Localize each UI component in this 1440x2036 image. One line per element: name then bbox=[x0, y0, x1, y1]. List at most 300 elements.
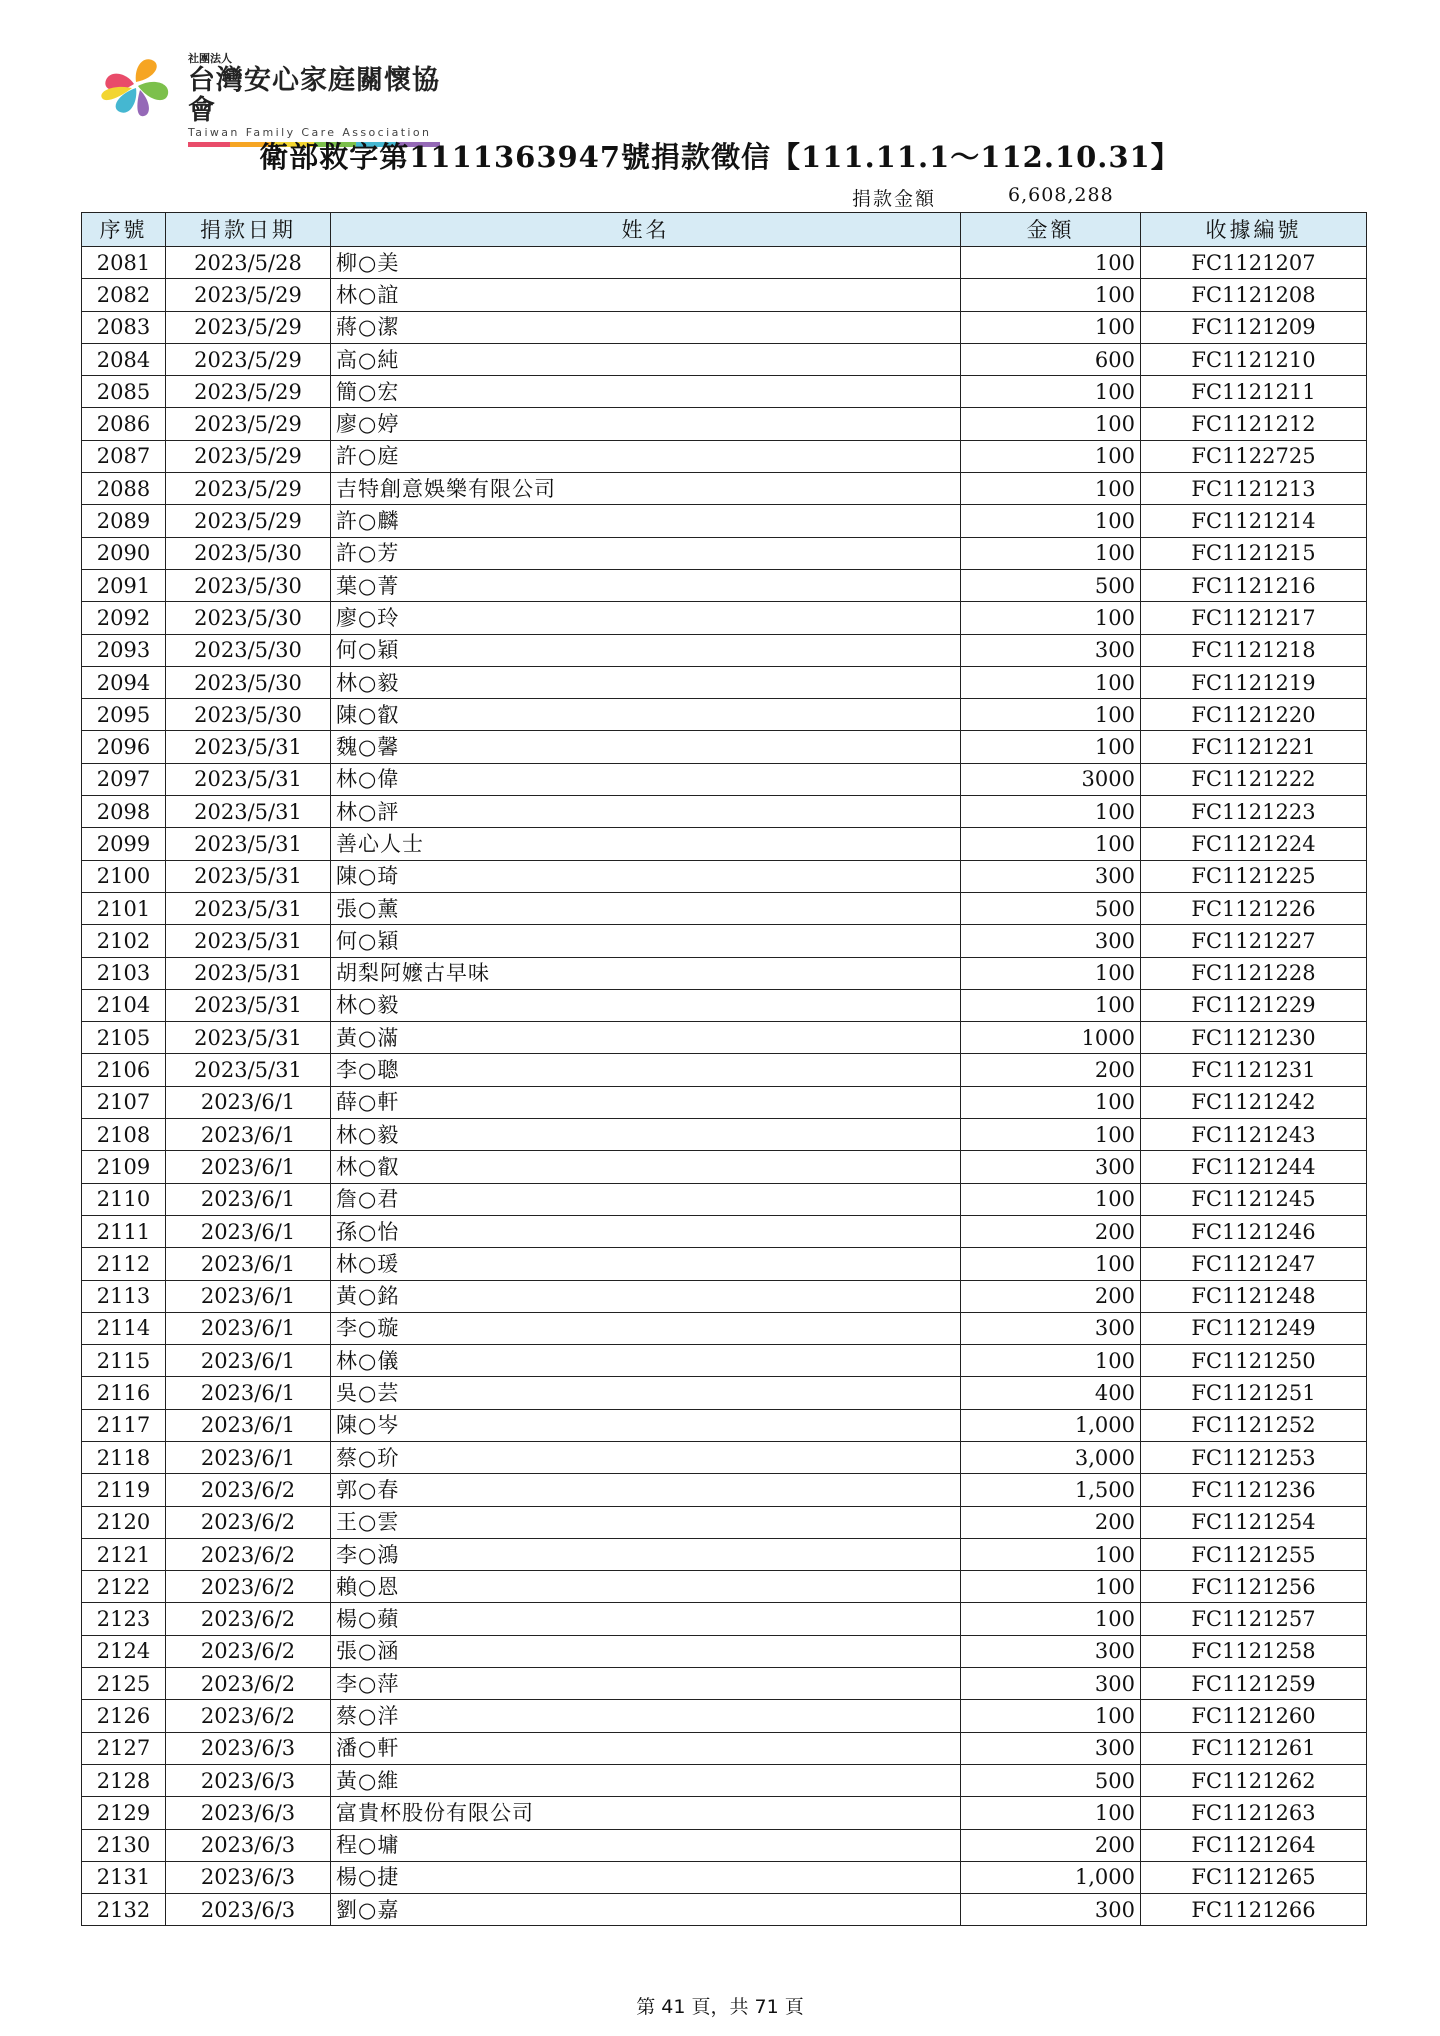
cell-date: 2023/6/1 bbox=[166, 1151, 331, 1183]
table-row bbox=[82, 860, 1367, 892]
cell-amount: 100 bbox=[961, 505, 1141, 537]
table-row bbox=[82, 1345, 1367, 1377]
cell-receipt-no: FC1121254 bbox=[1141, 1506, 1367, 1538]
table-row bbox=[82, 343, 1367, 375]
cell-serial-no: 2120 bbox=[82, 1506, 166, 1538]
cell-receipt-no: FC1121217 bbox=[1141, 602, 1367, 634]
cell-name: 許○芳 bbox=[331, 537, 961, 569]
cell-amount: 100 bbox=[961, 247, 1141, 279]
cell-receipt-no: FC1121258 bbox=[1141, 1635, 1367, 1667]
cell-name: 葉○菁 bbox=[331, 569, 961, 601]
cell-name: 富貴杯股份有限公司 bbox=[331, 1797, 961, 1829]
header-amount: 金額 bbox=[961, 213, 1141, 247]
cell-name: 劉○嘉 bbox=[331, 1894, 961, 1926]
cell-amount: 100 bbox=[961, 311, 1141, 343]
cell-amount: 300 bbox=[961, 1732, 1141, 1764]
cell-serial-no: 2108 bbox=[82, 1119, 166, 1151]
cell-amount: 200 bbox=[961, 1506, 1141, 1538]
cell-amount: 200 bbox=[961, 1280, 1141, 1312]
cell-receipt-no: FC1121230 bbox=[1141, 1022, 1367, 1054]
cell-receipt-no: FC1121209 bbox=[1141, 311, 1367, 343]
cell-name: 潘○軒 bbox=[331, 1732, 961, 1764]
cell-name: 何○穎 bbox=[331, 925, 961, 957]
cell-serial-no: 2091 bbox=[82, 569, 166, 601]
table-row bbox=[82, 699, 1367, 731]
cell-name: 林○偉 bbox=[331, 763, 961, 795]
cell-serial-no: 2097 bbox=[82, 763, 166, 795]
cell-name: 許○麟 bbox=[331, 505, 961, 537]
table-row bbox=[82, 1764, 1367, 1796]
cell-date: 2023/5/31 bbox=[166, 731, 331, 763]
cell-receipt-no: FC1121262 bbox=[1141, 1764, 1367, 1796]
cell-receipt-no: FC1121236 bbox=[1141, 1474, 1367, 1506]
cell-amount: 1000 bbox=[961, 1022, 1141, 1054]
cell-receipt-no: FC1121223 bbox=[1141, 796, 1367, 828]
cell-receipt-no: FC1121220 bbox=[1141, 699, 1367, 731]
table-row bbox=[82, 279, 1367, 311]
table-row bbox=[82, 1571, 1367, 1603]
cell-serial-no: 2093 bbox=[82, 634, 166, 666]
cell-amount: 300 bbox=[961, 1151, 1141, 1183]
cell-amount: 100 bbox=[961, 796, 1141, 828]
cell-receipt-no: FC1121216 bbox=[1141, 569, 1367, 601]
table-row bbox=[82, 311, 1367, 343]
cell-date: 2023/6/1 bbox=[166, 1248, 331, 1280]
table-row bbox=[82, 602, 1367, 634]
cell-receipt-no: FC1121207 bbox=[1141, 247, 1367, 279]
cell-name: 林○評 bbox=[331, 796, 961, 828]
cell-amount: 100 bbox=[961, 699, 1141, 731]
cell-amount: 500 bbox=[961, 1764, 1141, 1796]
cell-receipt-no: FC1121244 bbox=[1141, 1151, 1367, 1183]
cell-receipt-no: FC1122725 bbox=[1141, 440, 1367, 472]
cell-name: 林○叡 bbox=[331, 1151, 961, 1183]
table-row bbox=[82, 408, 1367, 440]
table-row bbox=[82, 731, 1367, 763]
cell-receipt-no: FC1121247 bbox=[1141, 1248, 1367, 1280]
cell-receipt-no: FC1121222 bbox=[1141, 763, 1367, 795]
table-row bbox=[82, 989, 1367, 1021]
cell-amount: 100 bbox=[961, 1345, 1141, 1377]
cell-receipt-no: FC1121260 bbox=[1141, 1700, 1367, 1732]
table-row bbox=[82, 763, 1367, 795]
cell-date: 2023/6/1 bbox=[166, 1345, 331, 1377]
cell-amount: 300 bbox=[961, 1894, 1141, 1926]
cell-name: 詹○君 bbox=[331, 1183, 961, 1215]
cell-amount: 1,000 bbox=[961, 1409, 1141, 1441]
cell-name: 胡梨阿嬤古早味 bbox=[331, 957, 961, 989]
cell-amount: 200 bbox=[961, 1215, 1141, 1247]
cell-amount: 100 bbox=[961, 1797, 1141, 1829]
cell-serial-no: 2111 bbox=[82, 1215, 166, 1247]
cell-date: 2023/5/31 bbox=[166, 763, 331, 795]
cell-date: 2023/6/1 bbox=[166, 1409, 331, 1441]
cell-amount: 100 bbox=[961, 279, 1141, 311]
cell-serial-no: 2116 bbox=[82, 1377, 166, 1409]
cell-receipt-no: FC1121213 bbox=[1141, 473, 1367, 505]
cell-name: 高○純 bbox=[331, 343, 961, 375]
cell-serial-no: 2110 bbox=[82, 1183, 166, 1215]
cell-receipt-no: FC1121231 bbox=[1141, 1054, 1367, 1086]
cell-date: 2023/5/28 bbox=[166, 247, 331, 279]
table-row bbox=[82, 925, 1367, 957]
cell-name: 許○庭 bbox=[331, 440, 961, 472]
cell-date: 2023/6/3 bbox=[166, 1797, 331, 1829]
cell-name: 賴○恩 bbox=[331, 1571, 961, 1603]
cell-serial-no: 2098 bbox=[82, 796, 166, 828]
table-row bbox=[82, 1377, 1367, 1409]
cell-receipt-no: FC1121218 bbox=[1141, 634, 1367, 666]
table-row bbox=[82, 666, 1367, 698]
cell-serial-no: 2107 bbox=[82, 1086, 166, 1118]
cell-amount: 100 bbox=[961, 828, 1141, 860]
cell-date: 2023/5/29 bbox=[166, 408, 331, 440]
cell-date: 2023/5/29 bbox=[166, 279, 331, 311]
cell-name: 蔡○玠 bbox=[331, 1441, 961, 1473]
cell-serial-no: 2089 bbox=[82, 505, 166, 537]
cell-name: 簡○宏 bbox=[331, 376, 961, 408]
cell-name: 吳○芸 bbox=[331, 1377, 961, 1409]
cell-date: 2023/5/31 bbox=[166, 989, 331, 1021]
cell-receipt-no: FC1121227 bbox=[1141, 925, 1367, 957]
cell-receipt-no: FC1121248 bbox=[1141, 1280, 1367, 1312]
table-row bbox=[82, 1183, 1367, 1215]
cell-amount: 600 bbox=[961, 343, 1141, 375]
cell-date: 2023/5/31 bbox=[166, 1022, 331, 1054]
cell-receipt-no: FC1121252 bbox=[1141, 1409, 1367, 1441]
cell-amount: 100 bbox=[961, 1571, 1141, 1603]
cell-receipt-no: FC1121253 bbox=[1141, 1441, 1367, 1473]
table-row bbox=[82, 569, 1367, 601]
cell-date: 2023/5/31 bbox=[166, 828, 331, 860]
cell-date: 2023/5/29 bbox=[166, 376, 331, 408]
cell-date: 2023/5/30 bbox=[166, 634, 331, 666]
cell-serial-no: 2088 bbox=[82, 473, 166, 505]
table-row bbox=[82, 1054, 1367, 1086]
cell-date: 2023/6/2 bbox=[166, 1538, 331, 1570]
cell-name: 廖○婷 bbox=[331, 408, 961, 440]
cell-name: 魏○馨 bbox=[331, 731, 961, 763]
cell-serial-no: 2132 bbox=[82, 1894, 166, 1926]
page-number: 第 41 頁，共 71 頁 bbox=[636, 1996, 804, 2018]
cell-name: 廖○玲 bbox=[331, 602, 961, 634]
logo-org-name: 台灣安心家庭關懷協會 bbox=[188, 65, 440, 126]
cell-name: 蔡○洋 bbox=[331, 1700, 961, 1732]
cell-amount: 500 bbox=[961, 892, 1141, 924]
cell-serial-no: 2127 bbox=[82, 1732, 166, 1764]
cell-serial-no: 2086 bbox=[82, 408, 166, 440]
cell-serial-no: 2129 bbox=[82, 1797, 166, 1829]
table-row bbox=[82, 1441, 1367, 1473]
cell-amount: 100 bbox=[961, 408, 1141, 440]
cell-date: 2023/5/31 bbox=[166, 796, 331, 828]
cell-date: 2023/6/1 bbox=[166, 1086, 331, 1118]
cell-name: 李○璇 bbox=[331, 1312, 961, 1344]
cell-serial-no: 2126 bbox=[82, 1700, 166, 1732]
cell-receipt-no: FC1121215 bbox=[1141, 537, 1367, 569]
cell-name: 林○儀 bbox=[331, 1345, 961, 1377]
cell-amount: 300 bbox=[961, 1668, 1141, 1700]
table-row bbox=[82, 1022, 1367, 1054]
cell-amount: 100 bbox=[961, 957, 1141, 989]
cell-name: 善心人士 bbox=[331, 828, 961, 860]
cell-name: 林○瑗 bbox=[331, 1248, 961, 1280]
cell-serial-no: 2083 bbox=[82, 311, 166, 343]
table-row bbox=[82, 1538, 1367, 1570]
table-row bbox=[82, 1119, 1367, 1151]
cell-amount: 300 bbox=[961, 1635, 1141, 1667]
table-row bbox=[82, 1829, 1367, 1861]
table-row bbox=[82, 1894, 1367, 1926]
table-row bbox=[82, 957, 1367, 989]
cell-receipt-no: FC1121251 bbox=[1141, 1377, 1367, 1409]
donation-table bbox=[81, 212, 1367, 1926]
table-row bbox=[82, 634, 1367, 666]
cell-receipt-no: FC1121261 bbox=[1141, 1732, 1367, 1764]
cell-serial-no: 2119 bbox=[82, 1474, 166, 1506]
cell-name: 黃○滿 bbox=[331, 1022, 961, 1054]
header-receipt-no: 收據編號 bbox=[1141, 213, 1367, 247]
cell-amount: 300 bbox=[961, 634, 1141, 666]
cell-receipt-no: FC1121266 bbox=[1141, 1894, 1367, 1926]
cell-amount: 500 bbox=[961, 569, 1141, 601]
cell-date: 2023/6/1 bbox=[166, 1119, 331, 1151]
cell-name: 林○誼 bbox=[331, 279, 961, 311]
table-row bbox=[82, 1668, 1367, 1700]
cell-serial-no: 2112 bbox=[82, 1248, 166, 1280]
cell-date: 2023/5/29 bbox=[166, 311, 331, 343]
table-row bbox=[82, 1506, 1367, 1538]
cell-serial-no: 2085 bbox=[82, 376, 166, 408]
cell-amount: 100 bbox=[961, 1538, 1141, 1570]
logo-english-name: Taiwan Family Care Association bbox=[188, 126, 432, 139]
cell-amount: 300 bbox=[961, 860, 1141, 892]
cell-name: 陳○岑 bbox=[331, 1409, 961, 1441]
cell-receipt-no: FC1121265 bbox=[1141, 1861, 1367, 1893]
cell-name: 何○穎 bbox=[331, 634, 961, 666]
cell-amount: 100 bbox=[961, 473, 1141, 505]
cell-name: 蔣○潔 bbox=[331, 311, 961, 343]
cell-name: 李○萍 bbox=[331, 1668, 961, 1700]
cell-name: 楊○捷 bbox=[331, 1861, 961, 1893]
cell-amount: 3,000 bbox=[961, 1441, 1141, 1473]
table-row bbox=[82, 1312, 1367, 1344]
cell-date: 2023/6/2 bbox=[166, 1700, 331, 1732]
cell-date: 2023/6/2 bbox=[166, 1506, 331, 1538]
cell-date: 2023/5/30 bbox=[166, 602, 331, 634]
cell-date: 2023/5/31 bbox=[166, 860, 331, 892]
cell-serial-no: 2113 bbox=[82, 1280, 166, 1312]
cell-receipt-no: FC1121250 bbox=[1141, 1345, 1367, 1377]
cell-serial-no: 2122 bbox=[82, 1571, 166, 1603]
cell-serial-no: 2131 bbox=[82, 1861, 166, 1893]
cell-receipt-no: FC1121243 bbox=[1141, 1119, 1367, 1151]
total-value: 6,608,288 bbox=[1008, 184, 1114, 206]
cell-serial-no: 2095 bbox=[82, 699, 166, 731]
cell-receipt-no: FC1121214 bbox=[1141, 505, 1367, 537]
cell-receipt-no: FC1121264 bbox=[1141, 1829, 1367, 1861]
cell-name: 孫○怡 bbox=[331, 1215, 961, 1247]
cell-amount: 200 bbox=[961, 1054, 1141, 1086]
cell-amount: 100 bbox=[961, 602, 1141, 634]
cell-serial-no: 2101 bbox=[82, 892, 166, 924]
cell-amount: 100 bbox=[961, 1603, 1141, 1635]
cell-receipt-no: FC1121219 bbox=[1141, 666, 1367, 698]
table-row bbox=[82, 1151, 1367, 1183]
cell-amount: 100 bbox=[961, 666, 1141, 698]
cell-receipt-no: FC1121229 bbox=[1141, 989, 1367, 1021]
cell-receipt-no: FC1121225 bbox=[1141, 860, 1367, 892]
cell-receipt-no: FC1121257 bbox=[1141, 1603, 1367, 1635]
cell-date: 2023/5/29 bbox=[166, 440, 331, 472]
table-row bbox=[82, 1797, 1367, 1829]
cell-amount: 100 bbox=[961, 731, 1141, 763]
cell-serial-no: 2081 bbox=[82, 247, 166, 279]
cell-receipt-no: FC1121242 bbox=[1141, 1086, 1367, 1118]
cell-date: 2023/6/1 bbox=[166, 1441, 331, 1473]
table-body bbox=[82, 247, 1367, 1926]
cell-amount: 100 bbox=[961, 1700, 1141, 1732]
cell-date: 2023/6/3 bbox=[166, 1764, 331, 1796]
cell-serial-no: 2100 bbox=[82, 860, 166, 892]
cell-serial-no: 2105 bbox=[82, 1022, 166, 1054]
cell-serial-no: 2090 bbox=[82, 537, 166, 569]
cell-serial-no: 2099 bbox=[82, 828, 166, 860]
cell-amount: 100 bbox=[961, 376, 1141, 408]
cell-date: 2023/5/29 bbox=[166, 505, 331, 537]
cell-date: 2023/6/2 bbox=[166, 1668, 331, 1700]
cell-name: 郭○春 bbox=[331, 1474, 961, 1506]
cell-serial-no: 2125 bbox=[82, 1668, 166, 1700]
cell-date: 2023/5/30 bbox=[166, 666, 331, 698]
cell-receipt-no: FC1121255 bbox=[1141, 1538, 1367, 1570]
table-row bbox=[82, 1086, 1367, 1118]
cell-receipt-no: FC1121249 bbox=[1141, 1312, 1367, 1344]
cell-name: 吉特創意娛樂有限公司 bbox=[331, 473, 961, 505]
cell-serial-no: 2124 bbox=[82, 1635, 166, 1667]
cell-receipt-no: FC1121259 bbox=[1141, 1668, 1367, 1700]
cell-serial-no: 2082 bbox=[82, 279, 166, 311]
cell-serial-no: 2087 bbox=[82, 440, 166, 472]
cell-name: 黃○維 bbox=[331, 1764, 961, 1796]
cell-date: 2023/6/1 bbox=[166, 1377, 331, 1409]
cell-receipt-no: FC1121211 bbox=[1141, 376, 1367, 408]
cell-serial-no: 2104 bbox=[82, 989, 166, 1021]
cell-amount: 1,500 bbox=[961, 1474, 1141, 1506]
cell-date: 2023/6/1 bbox=[166, 1280, 331, 1312]
cell-serial-no: 2114 bbox=[82, 1312, 166, 1344]
cell-date: 2023/6/3 bbox=[166, 1894, 331, 1926]
cell-name: 柳○美 bbox=[331, 247, 961, 279]
table-row bbox=[82, 440, 1367, 472]
cell-serial-no: 2115 bbox=[82, 1345, 166, 1377]
cell-name: 張○涵 bbox=[331, 1635, 961, 1667]
table-row bbox=[82, 892, 1367, 924]
cell-amount: 200 bbox=[961, 1829, 1141, 1861]
cell-receipt-no: FC1121221 bbox=[1141, 731, 1367, 763]
cell-name: 林○毅 bbox=[331, 989, 961, 1021]
total-label: 捐款金額 bbox=[852, 188, 937, 210]
cell-name: 薛○軒 bbox=[331, 1086, 961, 1118]
cell-date: 2023/5/30 bbox=[166, 699, 331, 731]
cell-serial-no: 2109 bbox=[82, 1151, 166, 1183]
cell-date: 2023/6/2 bbox=[166, 1571, 331, 1603]
cell-amount: 100 bbox=[961, 1248, 1141, 1280]
table-row bbox=[82, 505, 1367, 537]
cell-amount: 1,000 bbox=[961, 1861, 1141, 1893]
cell-receipt-no: FC1121256 bbox=[1141, 1571, 1367, 1603]
cell-date: 2023/6/3 bbox=[166, 1861, 331, 1893]
header-serial-no: 序號 bbox=[82, 213, 166, 247]
table-row bbox=[82, 473, 1367, 505]
cell-name: 李○鴻 bbox=[331, 1538, 961, 1570]
cell-receipt-no: FC1121246 bbox=[1141, 1215, 1367, 1247]
cell-date: 2023/5/30 bbox=[166, 537, 331, 569]
logo-prefix: 社團法人 bbox=[188, 52, 232, 65]
cell-receipt-no: FC1121228 bbox=[1141, 957, 1367, 989]
table-row bbox=[82, 1700, 1367, 1732]
table-row bbox=[82, 1603, 1367, 1635]
organization-logo bbox=[96, 52, 456, 139]
cell-name: 程○墉 bbox=[331, 1829, 961, 1861]
cell-amount: 300 bbox=[961, 1312, 1141, 1344]
cell-amount: 400 bbox=[961, 1377, 1141, 1409]
cell-date: 2023/5/31 bbox=[166, 957, 331, 989]
cell-date: 2023/6/2 bbox=[166, 1603, 331, 1635]
cell-serial-no: 2117 bbox=[82, 1409, 166, 1441]
cell-serial-no: 2121 bbox=[82, 1538, 166, 1570]
cell-date: 2023/5/29 bbox=[166, 473, 331, 505]
cell-amount: 100 bbox=[961, 1086, 1141, 1118]
cell-date: 2023/6/1 bbox=[166, 1312, 331, 1344]
heart-clover-logo-icon bbox=[96, 54, 176, 120]
cell-amount: 100 bbox=[961, 989, 1141, 1021]
cell-receipt-no: FC1121208 bbox=[1141, 279, 1367, 311]
table-row bbox=[82, 1280, 1367, 1312]
cell-amount: 100 bbox=[961, 537, 1141, 569]
table-row bbox=[82, 796, 1367, 828]
cell-date: 2023/6/2 bbox=[166, 1474, 331, 1506]
cell-name: 王○雲 bbox=[331, 1506, 961, 1538]
cell-serial-no: 2123 bbox=[82, 1603, 166, 1635]
cell-receipt-no: FC1121212 bbox=[1141, 408, 1367, 440]
cell-name: 李○聰 bbox=[331, 1054, 961, 1086]
table-row bbox=[82, 1215, 1367, 1247]
cell-name: 張○薰 bbox=[331, 892, 961, 924]
table-row bbox=[82, 376, 1367, 408]
cell-name: 林○毅 bbox=[331, 1119, 961, 1151]
cell-date: 2023/6/1 bbox=[166, 1215, 331, 1247]
cell-serial-no: 2084 bbox=[82, 343, 166, 375]
cell-name: 陳○叡 bbox=[331, 699, 961, 731]
cell-serial-no: 2103 bbox=[82, 957, 166, 989]
cell-receipt-no: FC1121263 bbox=[1141, 1797, 1367, 1829]
table-row bbox=[82, 828, 1367, 860]
table-row bbox=[82, 1635, 1367, 1667]
table-row bbox=[82, 1409, 1367, 1441]
cell-receipt-no: FC1121210 bbox=[1141, 343, 1367, 375]
cell-date: 2023/6/3 bbox=[166, 1829, 331, 1861]
cell-name: 陳○琦 bbox=[331, 860, 961, 892]
table-row bbox=[82, 1732, 1367, 1764]
cell-date: 2023/6/3 bbox=[166, 1732, 331, 1764]
header-donation-date: 捐款日期 bbox=[166, 213, 331, 247]
cell-serial-no: 2092 bbox=[82, 602, 166, 634]
cell-serial-no: 2128 bbox=[82, 1764, 166, 1796]
cell-date: 2023/6/2 bbox=[166, 1635, 331, 1667]
cell-name: 楊○蘋 bbox=[331, 1603, 961, 1635]
table-header-row bbox=[82, 213, 1367, 247]
